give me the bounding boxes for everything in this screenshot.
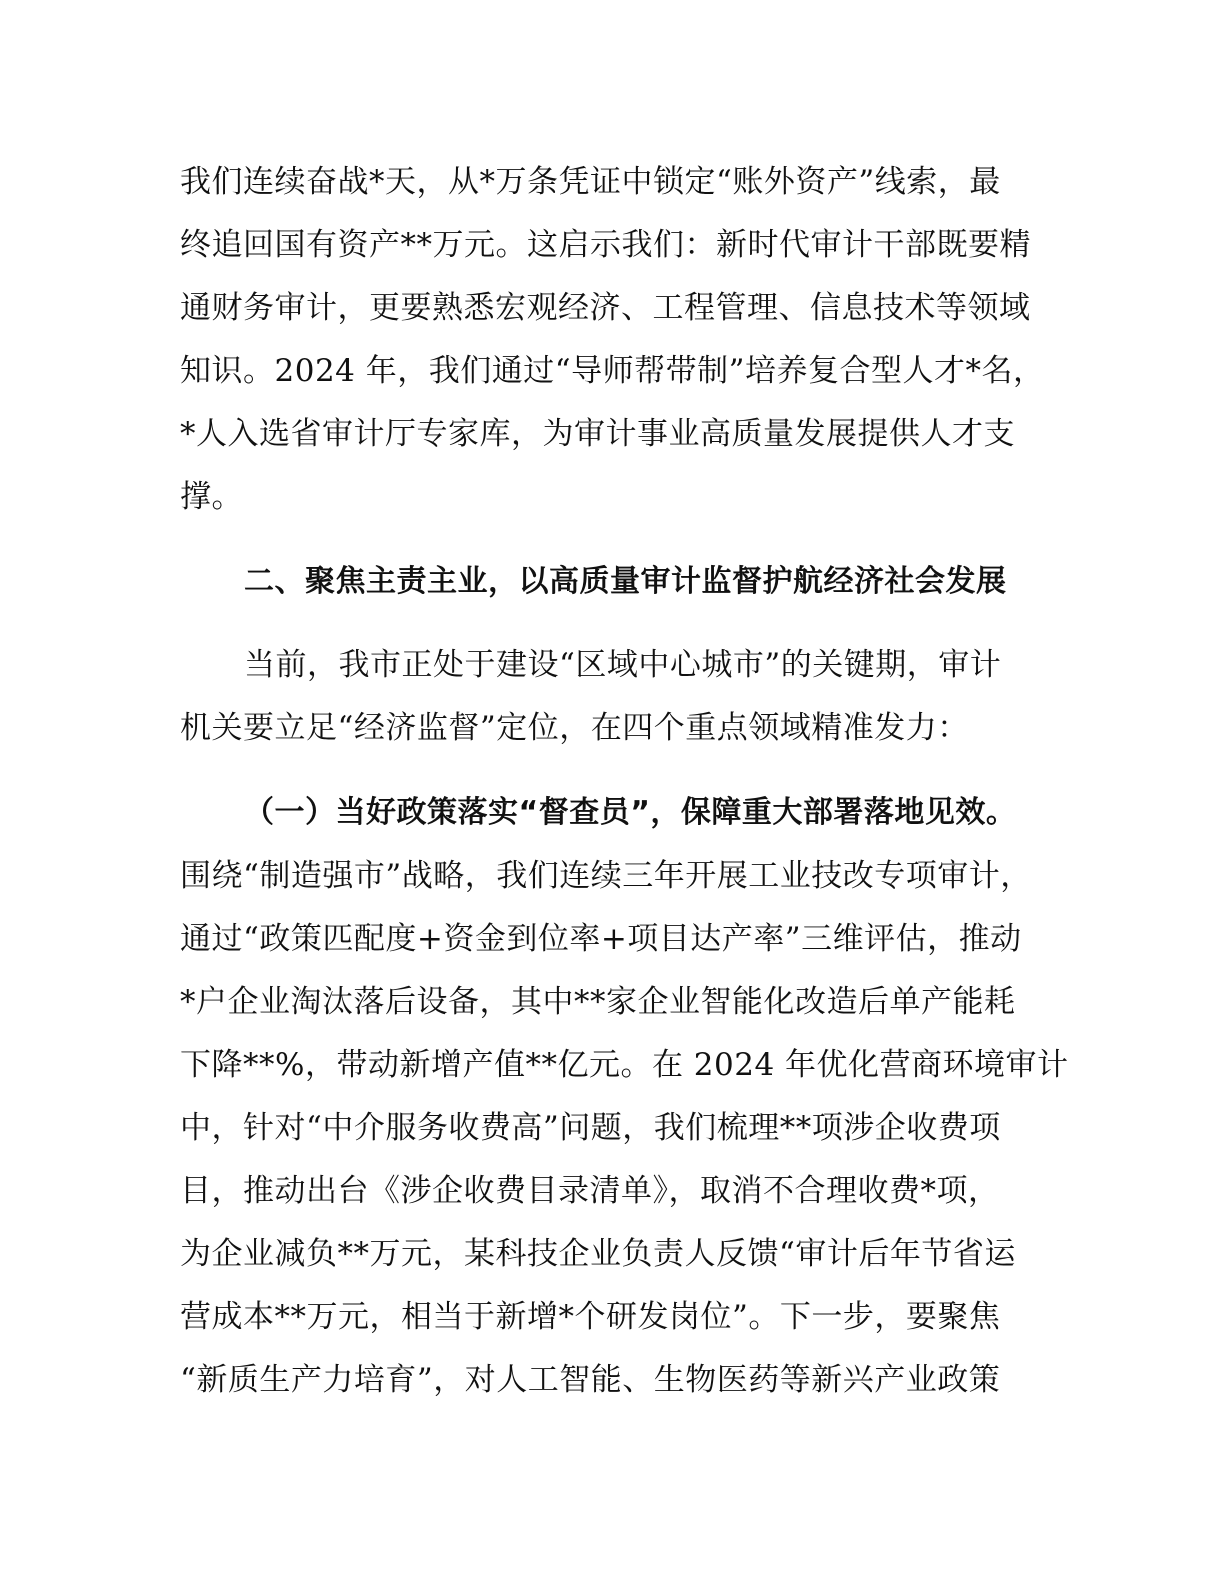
body-text-line: 机关要立足“经济监督”定位，在四个重点领域精准发力：: [180, 710, 969, 746]
body-text-line: 下降**%，带动新增产值**亿元。在 2024 年优化营商环境审计: [180, 1047, 1069, 1083]
body-text-line: 撑。: [180, 479, 243, 515]
body-text-line: 围绕“制造强市”战略，我们连续三年开展工业技改专项审计，: [180, 858, 1032, 894]
body-text-line: 终追回国有资产**万元。这启示我们：新时代审计干部既要精: [180, 227, 1031, 263]
body-text-line: 我们连续奋战*天，从*万条凭证中锁定“账外资产”线索，最: [180, 164, 1001, 200]
section-heading: 二、聚焦主责主业，以高质量审计监督护航经济社会发展: [244, 564, 1007, 599]
body-text-line: 通过“政策匹配度+资金到位率+项目达产率”三维评估，推动: [180, 921, 1022, 957]
body-text-line: 当前，我市正处于建设“区域中心城市”的关键期，审计: [244, 647, 1002, 683]
body-text-line: *户企业淘汰落后设备，其中**家企业智能化改造后单产能耗: [180, 984, 1016, 1020]
body-text-line: 中，针对“中介服务收费高”问题，我们梳理**项涉企收费项: [180, 1110, 1001, 1146]
body-text-line: 目，推动出台《涉企收费目录清单》，取消不合理收费*项，: [180, 1173, 1000, 1209]
body-text-line: *人入选省审计厅专家库，为审计事业高质量发展提供人才支: [180, 416, 1015, 452]
body-text-line: 通财务审计，更要熟悉宏观经济、工程管理、信息技术等领域: [180, 290, 1031, 326]
body-text-line: 营成本**万元，相当于新增*个研发岗位”。下一步，要聚焦: [180, 1299, 1001, 1335]
subsection-heading: （一）当好政策落实“督查员”，保障重大部署落地见效。: [244, 795, 1017, 830]
body-text-line: “新质生产力培育”，对人工智能、生物医药等新兴产业政策: [180, 1362, 1001, 1398]
body-text-line: 为企业减负**万元，某科技企业负责人反馈“审计后年节省运: [180, 1236, 1016, 1272]
body-text-line: 知识。2024 年，我们通过“导师帮带制”培养复合型人才*名，: [180, 353, 1045, 389]
